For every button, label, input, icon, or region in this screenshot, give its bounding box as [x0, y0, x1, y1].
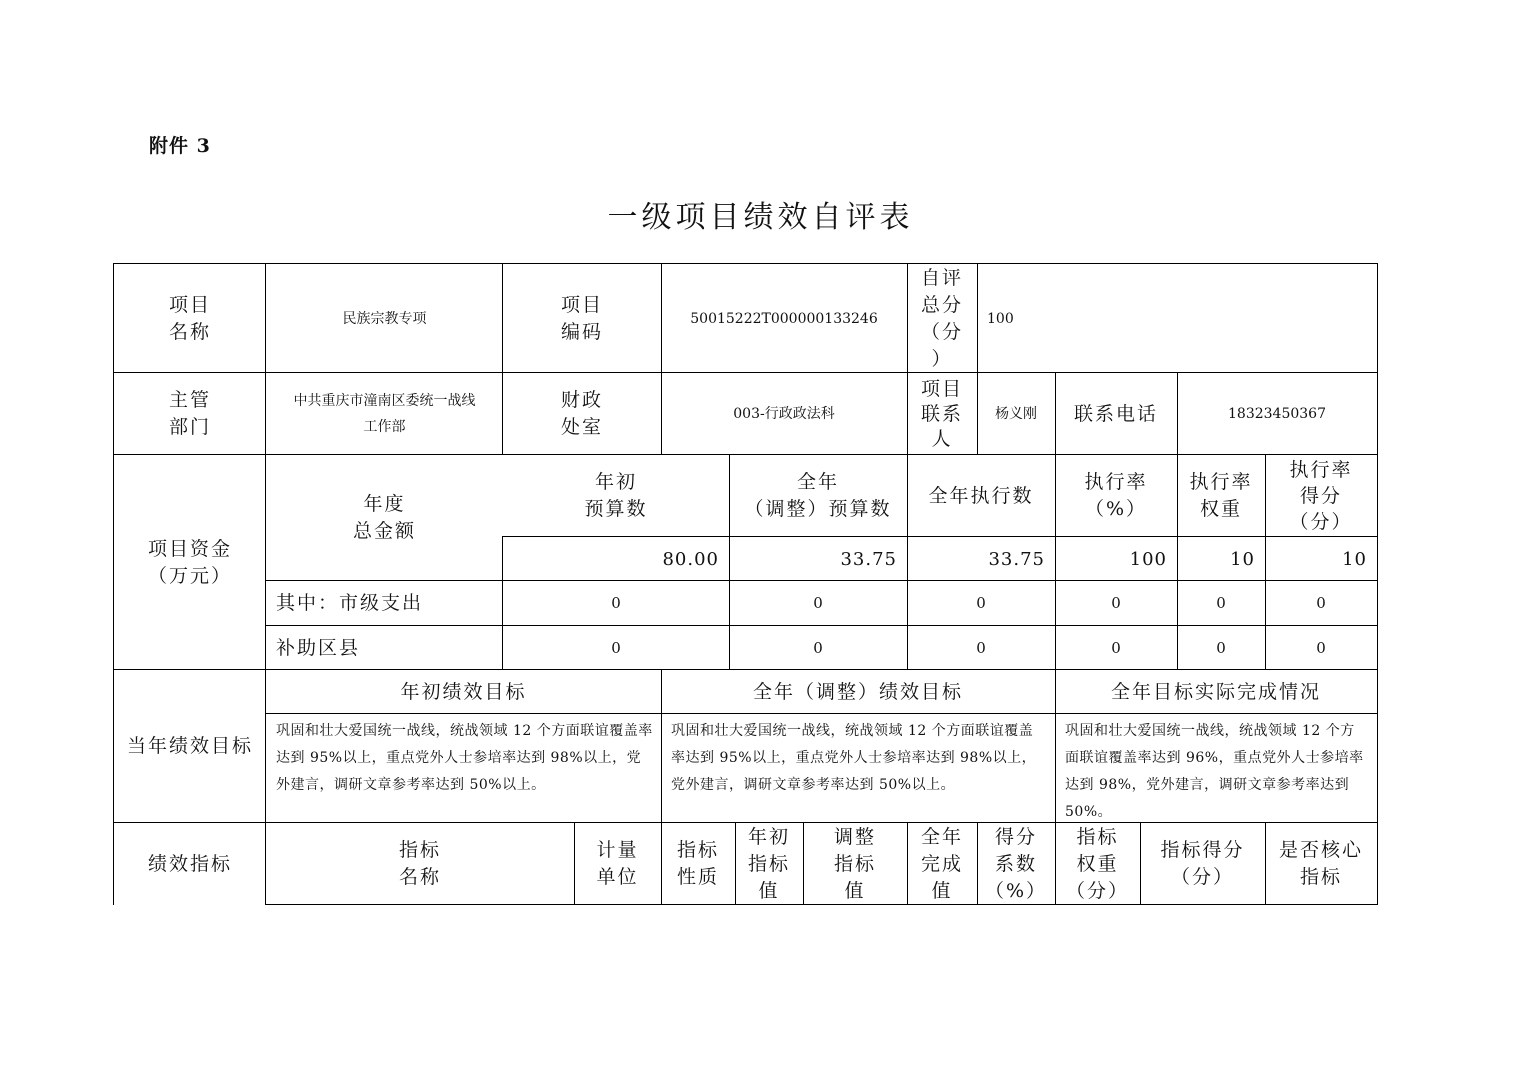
grid-line — [803, 822, 804, 905]
grid-line — [977, 263, 978, 455]
funds-city-score: 0 — [1316, 594, 1326, 612]
grid-line — [113, 669, 1378, 670]
grid-line — [1177, 372, 1178, 670]
funds-total-score: 10 — [1342, 548, 1367, 570]
grid-line — [1055, 372, 1056, 905]
funds-total-rate: 100 — [1129, 548, 1167, 570]
grid-line — [113, 822, 1378, 823]
funds-label: 项目资金 （万元） — [147, 537, 232, 587]
funds-city-rate: 0 — [1111, 594, 1121, 612]
funds-adjusted-header: 全年 （调整）预算数 — [744, 471, 892, 520]
goals-initial-text: 巩固和壮大爱国统一战线，统战领域 12 个方面联谊覆盖率达到 95%以上，重点党外人士参培率达到 98%以上，党外建言，调研文章参考率达到 50%以上。 — [276, 723, 653, 793]
project-code-label: 项目 编码 — [560, 293, 603, 343]
funds-rate-header: 执行率 （%） — [1084, 471, 1148, 520]
funds-county-initial: 0 — [611, 638, 621, 657]
indicator-name-header: 指标 名称 — [398, 839, 441, 888]
funds-weight-header: 执行率 权重 — [1189, 471, 1253, 520]
finance-office-label: 财政 处室 — [560, 389, 603, 438]
grid-line — [113, 263, 114, 905]
grid-line — [502, 263, 503, 455]
goals-adjusted-header: 全年（调整）绩效目标 — [752, 680, 963, 703]
self-score-value: 100 — [987, 310, 1014, 327]
funds-total-executed: 33.75 — [988, 548, 1045, 570]
grid-line — [265, 904, 1378, 905]
grid-line — [1377, 263, 1378, 905]
grid-line — [661, 263, 662, 455]
grid-line — [502, 536, 1378, 537]
grid-line — [735, 822, 736, 905]
funds-county-adjusted: 0 — [813, 638, 823, 657]
grid-line — [1265, 454, 1266, 670]
funds-county-score: 0 — [1316, 638, 1326, 657]
funds-total-header: 年度 总金额 — [352, 493, 416, 542]
indicator-coefficient-header: 得分 系数 （%） — [984, 825, 1048, 902]
funds-county-weight: 0 — [1216, 638, 1226, 657]
finance-office-value: 003-行政政法科 — [733, 406, 835, 422]
funds-county-rate: 0 — [1111, 638, 1121, 657]
grid-line — [113, 454, 1378, 455]
contact-person-label: 项目 联系 人 — [920, 377, 963, 450]
funds-county-executed: 0 — [976, 638, 986, 657]
grid-line — [1140, 822, 1141, 905]
funds-city-weight: 0 — [1216, 594, 1226, 612]
grid-line — [502, 536, 503, 670]
indicator-actual-value-header: 全年 完成 值 — [920, 825, 963, 902]
grid-line — [661, 669, 662, 905]
funds-initial-header: 年初 预算数 — [584, 471, 648, 520]
indicator-score-header: 指标得分 （分） — [1160, 839, 1245, 888]
grid-line — [907, 263, 908, 670]
self-score-label: 自评 总分 （分 ） — [920, 266, 963, 370]
grid-line — [265, 625, 1378, 626]
project-name-value: 民族宗教专项 — [342, 310, 427, 327]
phone-label: 联系电话 — [1073, 402, 1158, 425]
funds-score-header: 执行率 得分 （分） — [1289, 459, 1353, 533]
goals-actual-header: 全年目标实际完成情况 — [1110, 680, 1321, 703]
funds-total-adjusted: 33.75 — [840, 548, 897, 570]
goals-adjusted-text: 巩固和壮大爱国统一战线，统战领域 12 个方面联谊覆盖率达到 95%以上，重点党外人士参培率达到 98%以上，党外建言，调研文章参考率达到 50%以上。 — [671, 723, 1037, 793]
grid-line — [113, 263, 1378, 264]
grid-line — [265, 713, 1378, 714]
funds-city-label: 其中：市级支出 — [276, 592, 424, 614]
funds-city-adjusted: 0 — [813, 594, 823, 612]
grid-line — [907, 822, 908, 905]
page-title: 一级项目绩效自评表 — [607, 200, 914, 235]
grid-line — [1265, 822, 1266, 905]
indicator-unit-header: 计量 单位 — [596, 839, 639, 888]
grid-line — [574, 822, 575, 905]
funds-total-weight: 10 — [1230, 548, 1255, 570]
indicator-adjusted-value-header: 调整 指标 值 — [833, 825, 876, 902]
funds-total-initial: 80.00 — [662, 548, 719, 570]
grid-line — [265, 263, 266, 905]
goals-actual-text: 巩固和壮大爱国统一战线，统战领域 12 个方面联谊覆盖率达到 96%，重点党外人士参培率达到 98%，党外建言，调研文章参考率达到 50%。 — [1065, 723, 1364, 820]
department-label: 主管 部门 — [168, 389, 211, 438]
indicators-label: 绩效指标 — [147, 852, 232, 875]
goals-label: 当年绩效目标 — [126, 735, 253, 757]
indicator-nature-header: 指标 性质 — [676, 839, 719, 888]
phone-value: 18323450367 — [1228, 406, 1326, 422]
indicator-weight-header: 指标 权重 （分） — [1065, 825, 1129, 902]
funds-county-label: 补助区县 — [276, 636, 361, 659]
project-code-value: 50015222T000000133246 — [690, 310, 878, 327]
grid-line — [113, 372, 1378, 373]
grid-line — [265, 580, 1378, 581]
goals-initial-header: 年初绩效目标 — [400, 680, 527, 703]
funds-executed-header: 全年执行数 — [928, 484, 1034, 507]
funds-city-executed: 0 — [976, 594, 986, 612]
project-name-label: 项目 名称 — [168, 293, 211, 343]
indicator-core-header: 是否核心 指标 — [1278, 839, 1363, 888]
grid-line — [977, 822, 978, 905]
grid-line — [729, 454, 730, 670]
attachment-label: 附件 3 — [149, 135, 211, 157]
department-value: 中共重庆市潼南区委统一战线 工作部 — [293, 393, 476, 435]
contact-person-value: 杨义刚 — [995, 406, 1037, 422]
funds-city-initial: 0 — [611, 594, 621, 612]
indicator-initial-value-header: 年初 指标 值 — [747, 825, 790, 902]
